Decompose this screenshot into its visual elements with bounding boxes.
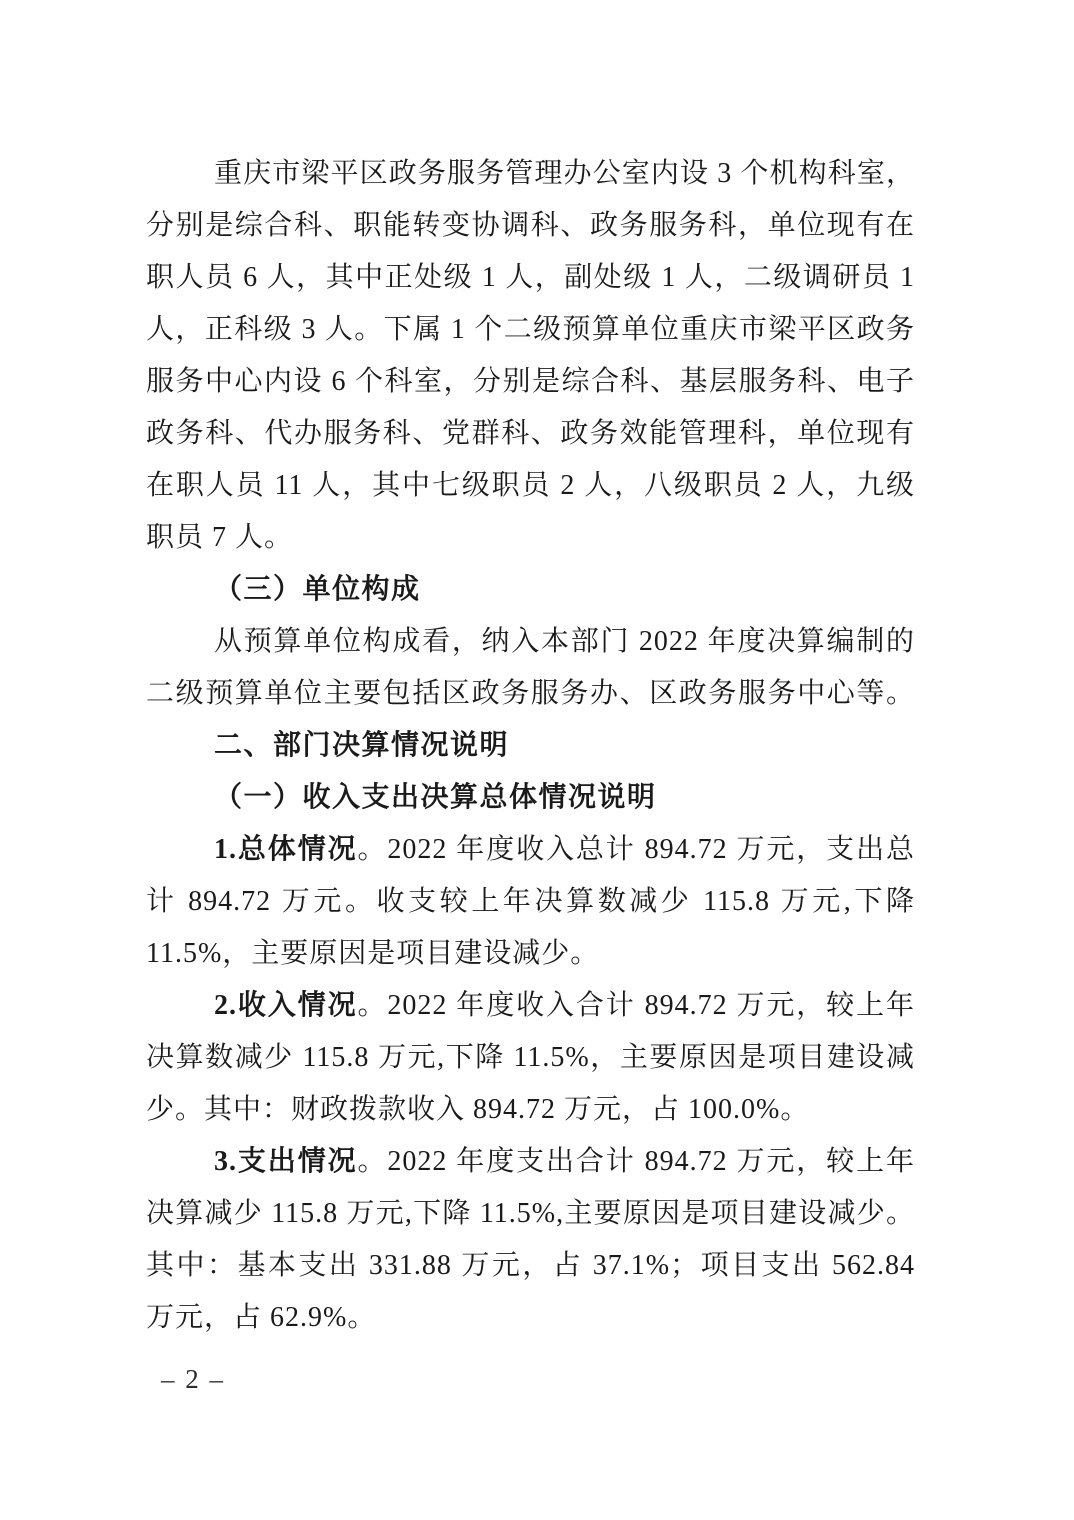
text-run: 11.5%，主要原因是项目建设减少。 [146,938,600,969]
text-run: 职人员 6 人，其中正处级 1 人，副处级 1 人，二级调研员 1 [146,262,915,293]
page-number: – 2 – [161,1364,225,1394]
text-line [146,980,915,1032]
text-run: 重庆市梁平区政务服务管理办公室内设 3 个机构科室， [214,158,915,189]
text-run: 其中：基本支出 331.88 万元，占 37.1%；项目支出 562.84 [146,1250,915,1281]
text-line [146,1136,915,1188]
text-line [146,148,915,200]
text-run: 分别是综合科、职能转变协调科、政务服务科，单位现有在 [146,210,915,241]
text-run: （一）收入支出决算总体情况说明 [214,782,657,813]
text-line [146,356,915,408]
text-run: 二级预算单位主要包括区政务服务办、区政务服务中心等。 [146,678,915,709]
bold-run: 1.总体情况 [214,834,358,865]
text-run: 在职人员 11 人，其中七级职员 2 人，八级职员 2 人，九级 [146,470,915,501]
text-run: 。2022 年度收入总计 894.72 万元，支出总 [357,834,915,865]
text-run: 职员 7 人。 [146,522,294,553]
text-line [146,824,915,876]
text-line [146,1032,915,1084]
text-run: 人，正科级 3 人。下属 1 个二级预算单位重庆市梁平区政务 [146,314,915,345]
section-heading [146,564,915,616]
bold-run: 2.收入情况 [214,990,358,1021]
text-run: 。2022 年度支出合计 894.72 万元，较上年 [357,1146,915,1177]
text-run: 少。其中：财政拨款收入 894.72 万元，占 100.0%。 [146,1094,810,1125]
text-line [146,1084,915,1136]
text-line [146,408,915,460]
text-run: 服务中心内设 6 个科室，分别是综合科、基层服务科、电子 [146,366,915,397]
text-line [146,304,915,356]
section-heading [146,772,915,824]
text-run: 。2022 年度收入合计 894.72 万元，较上年 [357,990,915,1021]
text-line [146,252,915,304]
text-line [146,616,915,668]
text-run: 决算减少 115.8 万元,下降 11.5%,主要原因是项目建设减少。 [146,1198,915,1229]
document-content [146,148,915,1344]
text-line [146,200,915,252]
text-run: 计 894.72 万元。收支较上年决算数减少 115.8 万元,下降 [146,886,915,917]
text-run: 政务科、代办服务科、党群科、政务效能管理科，单位现有 [146,418,915,449]
text-line [146,1240,915,1292]
text-run: 决算数减少 115.8 万元,下降 11.5%，主要原因是项目建设减 [146,1042,915,1073]
text-line [146,460,915,512]
text-line [146,876,915,928]
text-line [146,928,915,980]
section-heading [146,720,915,772]
text-run: 二、部门决算情况说明 [214,730,510,761]
text-line [146,1292,915,1344]
text-line [146,1188,915,1240]
text-run: 从预算单位构成看，纳入本部门 2022 年度决算编制的 [214,626,915,657]
bold-run: 3.支出情况 [214,1146,358,1177]
text-line [146,668,915,720]
text-run: （三）单位构成 [214,574,421,605]
text-run: 万元，占 62.9%。 [146,1302,377,1333]
text-line [146,512,915,564]
